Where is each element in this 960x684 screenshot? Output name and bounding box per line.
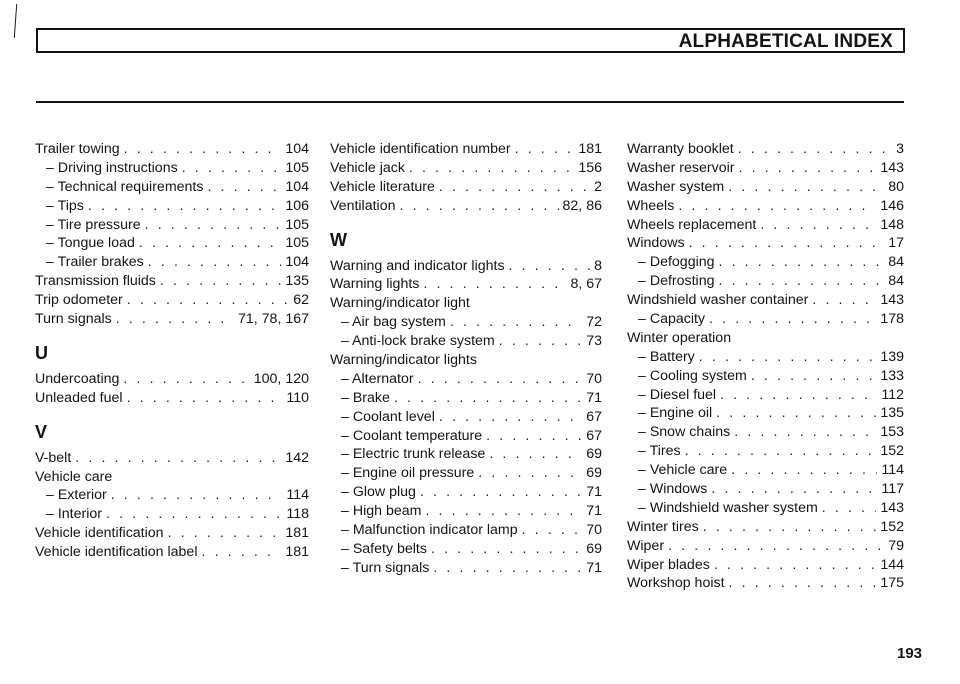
entry-term: – Trailer brakes xyxy=(46,254,144,271)
entry-term: Ventilation xyxy=(330,197,396,214)
index-subentry xyxy=(330,502,602,521)
index-entry xyxy=(35,389,309,408)
entry-page-ref: 105 xyxy=(285,235,309,252)
entry-page-ref: 144 xyxy=(880,556,904,573)
entry-term: – Tires xyxy=(638,443,681,460)
header-bar xyxy=(36,28,905,53)
entry-page-ref: 84 xyxy=(888,273,904,290)
entry-term: – Tongue load xyxy=(46,235,135,252)
dot-leader xyxy=(734,423,876,442)
dot-leader xyxy=(124,140,282,159)
entry-term: – Glow plug xyxy=(341,484,416,501)
index-entry xyxy=(627,518,904,537)
dot-leader xyxy=(729,574,877,593)
entry-page-ref: 3 xyxy=(896,141,904,157)
entry-page-ref: 71 xyxy=(586,559,602,576)
entry-page-ref: 117 xyxy=(881,481,904,498)
entry-page-ref: 71 xyxy=(586,484,602,501)
entry-page-ref: 181 xyxy=(578,141,602,157)
dot-leader xyxy=(139,234,281,253)
index-subentry xyxy=(627,348,904,367)
entry-page-ref: 139 xyxy=(880,348,904,365)
entry-term: – Interior xyxy=(46,506,102,523)
dot-leader xyxy=(711,480,877,499)
entry-term: – Electric trunk release xyxy=(341,446,486,463)
entry-term: – Brake xyxy=(341,389,390,406)
entry-page-ref: 82, 86 xyxy=(562,197,602,214)
entry-page-ref: 79 xyxy=(888,537,904,554)
entry-term: – Air bag system xyxy=(341,314,446,331)
dot-leader xyxy=(106,505,282,524)
dot-leader xyxy=(433,559,582,578)
entry-term: – Anti-lock brake system xyxy=(341,333,495,350)
dot-leader xyxy=(812,291,876,310)
index-subentry xyxy=(330,464,602,483)
entry-page-ref: 153 xyxy=(880,424,904,441)
index-entry xyxy=(35,524,309,543)
dot-leader xyxy=(88,197,281,216)
entry-term: Winter tires xyxy=(627,518,699,535)
entry-page-ref: 72 xyxy=(586,314,602,331)
dot-leader xyxy=(439,408,582,427)
entry-page-ref: 62 xyxy=(293,292,309,309)
page-number: 193 xyxy=(897,645,923,662)
index-entry xyxy=(627,197,904,216)
entry-page-ref: 8, 67 xyxy=(570,276,602,293)
margin-mark xyxy=(14,4,17,38)
entry-page-ref: 73 xyxy=(586,333,602,350)
dot-leader xyxy=(668,537,884,556)
entry-term: – Battery xyxy=(638,348,695,365)
entry-page-ref: 100, 120 xyxy=(253,370,309,387)
dot-leader xyxy=(719,253,885,272)
index-subentry xyxy=(330,540,602,559)
dot-leader xyxy=(394,389,582,408)
dot-leader xyxy=(168,524,282,543)
entry-page-ref: 133 xyxy=(880,367,904,384)
dot-leader xyxy=(716,404,876,423)
entry-page-ref: 181 xyxy=(285,525,309,542)
entry-page-ref: 114 xyxy=(881,462,904,479)
entry-term: Trailer towing xyxy=(35,141,120,157)
index-entry xyxy=(35,370,309,389)
entry-term: Windows xyxy=(627,235,685,252)
dot-leader xyxy=(760,216,876,235)
entry-page-ref: 142 xyxy=(285,449,309,466)
entry-page-ref: 105 xyxy=(285,159,309,176)
index-subentry xyxy=(627,442,904,461)
entry-page-ref: 71 xyxy=(586,503,602,520)
entry-term: – Defrosting xyxy=(638,273,715,290)
entry-term: – Alternator xyxy=(341,370,414,387)
entry-page-ref: 146 xyxy=(880,197,904,214)
index-subentry xyxy=(35,505,309,524)
entry-term: – Vehicle care xyxy=(638,462,728,479)
index-subentry xyxy=(330,559,602,578)
entry-term: – Capacity xyxy=(638,311,706,328)
index-entry xyxy=(35,543,309,562)
index-entry xyxy=(627,537,904,556)
index-subentry xyxy=(330,370,602,389)
entry-term: – Exterior xyxy=(46,487,107,504)
index-subentry xyxy=(330,313,602,332)
index-subentry xyxy=(35,178,309,197)
index-subentry xyxy=(330,445,602,464)
entry-term: Warranty booklet xyxy=(627,141,734,157)
dot-leader xyxy=(489,445,582,464)
entry-page-ref: 67 xyxy=(586,427,602,444)
index-subentry xyxy=(627,423,904,442)
entry-term: Vehicle identification number xyxy=(330,141,511,157)
index-entry xyxy=(627,159,904,178)
entry-page-ref: 71, 78, 167 xyxy=(238,311,309,328)
header-title: ALPHABETICAL INDEX xyxy=(678,31,893,52)
entry-page-ref: 175 xyxy=(880,575,904,592)
entry-term: – Diesel fuel xyxy=(638,386,717,403)
dot-leader xyxy=(418,370,583,389)
index-subentry xyxy=(330,427,602,446)
dot-leader xyxy=(714,556,877,575)
entry-term: – Windshield washer system xyxy=(638,499,818,516)
dot-leader xyxy=(111,486,283,505)
entry-term: Warning and indicator lights xyxy=(330,257,505,274)
dot-leader xyxy=(728,178,884,197)
entry-term: – Turn signals xyxy=(341,559,430,576)
entry-page-ref: 156 xyxy=(578,159,602,176)
section-letter: V xyxy=(35,421,48,442)
dot-leader xyxy=(145,216,282,235)
dot-leader xyxy=(148,253,282,272)
index-entry xyxy=(35,272,309,291)
dot-leader xyxy=(127,291,289,310)
index-subentry xyxy=(627,461,904,480)
index-entry xyxy=(330,197,602,216)
index-entry xyxy=(627,178,904,197)
dot-leader xyxy=(420,483,582,502)
dot-leader xyxy=(703,518,877,537)
entry-term: – Malfunction indicator lamp xyxy=(341,522,518,539)
index-subentry xyxy=(627,310,904,329)
index-subentry xyxy=(627,253,904,272)
dot-leader xyxy=(509,257,591,276)
dot-leader xyxy=(201,543,281,562)
entry-term: Workshop hoist xyxy=(627,575,725,592)
dot-leader xyxy=(75,449,281,468)
entry-term: Wiper xyxy=(627,537,665,554)
dot-leader xyxy=(116,310,234,329)
entry-term: Vehicle literature xyxy=(330,178,435,195)
dot-leader xyxy=(731,461,877,480)
entry-page-ref: 104 xyxy=(285,141,309,157)
index-column-1 xyxy=(35,140,309,562)
entry-page-ref: 71 xyxy=(586,389,602,406)
dot-leader xyxy=(425,502,582,521)
entry-page-ref: 80 xyxy=(888,178,904,195)
entry-term: Warning lights xyxy=(330,276,420,293)
index-subentry xyxy=(627,367,904,386)
index-entry xyxy=(330,178,602,197)
entry-term: – Coolant temperature xyxy=(341,427,483,444)
index-entry xyxy=(627,291,904,310)
entry-term: Unleaded fuel xyxy=(35,389,123,406)
entry-page-ref: 181 xyxy=(285,544,309,561)
entry-term: Washer system xyxy=(627,178,725,195)
index-entry xyxy=(330,159,602,178)
entry-term: Vehicle identification label xyxy=(35,544,198,561)
entry-page-ref: 143 xyxy=(880,159,904,176)
entry-term: Vehicle identification xyxy=(35,525,164,542)
dot-leader xyxy=(399,197,558,216)
entry-page-ref: 135 xyxy=(880,405,904,422)
dot-leader xyxy=(478,464,582,483)
dot-leader xyxy=(450,313,582,332)
entry-page-ref: 104 xyxy=(285,254,309,271)
dot-leader xyxy=(409,159,574,178)
entry-term: – Defogging xyxy=(638,254,715,271)
index-heading: Warning/indicator light xyxy=(330,295,470,312)
index-column-2 xyxy=(330,140,602,578)
index-subentry xyxy=(35,197,309,216)
dot-leader xyxy=(751,367,877,386)
entry-page-ref: 152 xyxy=(880,443,904,460)
entry-term: Vehicle jack xyxy=(330,159,405,176)
entry-page-ref: 114 xyxy=(286,487,309,504)
dot-leader xyxy=(499,332,582,351)
index-subentry xyxy=(627,272,904,291)
entry-page-ref: 104 xyxy=(285,178,309,195)
entry-term: – Snow chains xyxy=(638,424,731,441)
dot-leader xyxy=(160,272,281,291)
dot-leader xyxy=(207,178,281,197)
entry-term: Trip odometer xyxy=(35,292,123,309)
dot-leader xyxy=(486,427,582,446)
entry-term: – Cooling system xyxy=(638,367,747,384)
index-entry xyxy=(35,310,309,329)
index-entry xyxy=(330,257,602,276)
entry-term: – Technical requirements xyxy=(46,178,204,195)
index-entry xyxy=(627,234,904,253)
dot-leader xyxy=(678,197,876,216)
index-entry xyxy=(627,140,904,159)
entry-term: – Driving instructions xyxy=(46,159,178,176)
entry-page-ref: 70 xyxy=(586,370,602,387)
index-subentry xyxy=(627,386,904,405)
index-heading: Vehicle care xyxy=(35,468,113,485)
dot-leader xyxy=(685,442,877,461)
entry-page-ref: 2 xyxy=(594,178,602,195)
entry-term: – Tire pressure xyxy=(46,216,141,233)
index-subentry xyxy=(330,332,602,351)
entry-page-ref: 152 xyxy=(880,518,904,535)
index-entry xyxy=(35,449,309,468)
dot-leader xyxy=(127,389,283,408)
section-letter: W xyxy=(330,229,347,250)
entry-page-ref: 143 xyxy=(880,292,904,309)
entry-page-ref: 135 xyxy=(285,273,309,290)
index-entry xyxy=(330,140,602,159)
entry-page-ref: 118 xyxy=(286,506,309,523)
entry-term: Turn signals xyxy=(35,311,112,328)
index-heading: Warning/indicator lights xyxy=(330,352,477,369)
entry-term: Undercoating xyxy=(35,370,120,387)
dot-leader xyxy=(738,140,892,159)
index-subentry xyxy=(330,483,602,502)
entry-term: Wiper blades xyxy=(627,556,710,573)
dot-leader xyxy=(439,178,590,197)
index-subentry xyxy=(627,480,904,499)
index-subentry xyxy=(35,234,309,253)
index-subentry xyxy=(627,404,904,423)
header-rule xyxy=(36,101,904,103)
entry-term: – Tips xyxy=(46,197,84,214)
dot-leader xyxy=(515,140,575,159)
entry-term: Windshield washer container xyxy=(627,292,809,309)
entry-page-ref: 110 xyxy=(286,389,309,406)
entry-page-ref: 69 xyxy=(586,446,602,463)
index-subentry xyxy=(35,253,309,272)
entry-page-ref: 148 xyxy=(880,216,904,233)
dot-leader xyxy=(123,370,249,389)
dot-leader xyxy=(822,499,877,518)
entry-term: – High beam xyxy=(341,503,422,520)
index-subentry xyxy=(35,159,309,178)
index-heading: Winter operation xyxy=(627,329,732,346)
entry-term: Wheels replacement xyxy=(627,216,757,233)
entry-page-ref: 84 xyxy=(888,254,904,271)
dot-leader xyxy=(689,234,885,253)
dot-leader xyxy=(699,348,877,367)
index-entry xyxy=(627,574,904,593)
entry-page-ref: 17 xyxy=(888,235,904,252)
index-subentry xyxy=(35,216,309,235)
index-subentry xyxy=(330,389,602,408)
index-subentry xyxy=(330,521,602,540)
entry-term: V-belt xyxy=(35,449,72,466)
index-subentry xyxy=(330,408,602,427)
index-entry xyxy=(35,291,309,310)
entry-page-ref: 178 xyxy=(880,311,904,328)
entry-term: Wheels xyxy=(627,197,675,214)
dot-leader xyxy=(709,310,876,329)
entry-term: – Engine oil xyxy=(638,405,713,422)
dot-leader xyxy=(182,159,282,178)
entry-page-ref: 70 xyxy=(586,522,602,539)
entry-term: – Coolant level xyxy=(341,408,435,425)
dot-leader xyxy=(719,272,885,291)
entry-page-ref: 112 xyxy=(881,386,904,403)
index-entry xyxy=(627,556,904,575)
index-entry xyxy=(35,140,309,159)
entry-term: – Safety belts xyxy=(341,540,427,557)
index-entry xyxy=(627,216,904,235)
dot-leader xyxy=(738,159,876,178)
entry-page-ref: 69 xyxy=(586,465,602,482)
dot-leader xyxy=(423,275,566,294)
entry-term: Transmission fluids xyxy=(35,273,156,290)
index-column-3 xyxy=(627,140,904,593)
section-letter: U xyxy=(35,342,48,363)
entry-page-ref: 8 xyxy=(594,257,602,274)
entry-page-ref: 105 xyxy=(285,216,309,233)
entry-term: Washer reservoir xyxy=(627,159,735,176)
dot-leader xyxy=(431,540,582,559)
entry-page-ref: 67 xyxy=(586,408,602,425)
entry-page-ref: 106 xyxy=(285,197,309,214)
index-entry xyxy=(330,275,602,294)
entry-term: – Windows xyxy=(638,481,708,498)
index-subentry xyxy=(627,499,904,518)
index-subentry xyxy=(35,486,309,505)
dot-leader xyxy=(522,521,583,540)
entry-page-ref: 69 xyxy=(586,540,602,557)
entry-term: – Engine oil pressure xyxy=(341,465,475,482)
dot-leader xyxy=(720,386,877,405)
entry-page-ref: 143 xyxy=(880,499,904,516)
